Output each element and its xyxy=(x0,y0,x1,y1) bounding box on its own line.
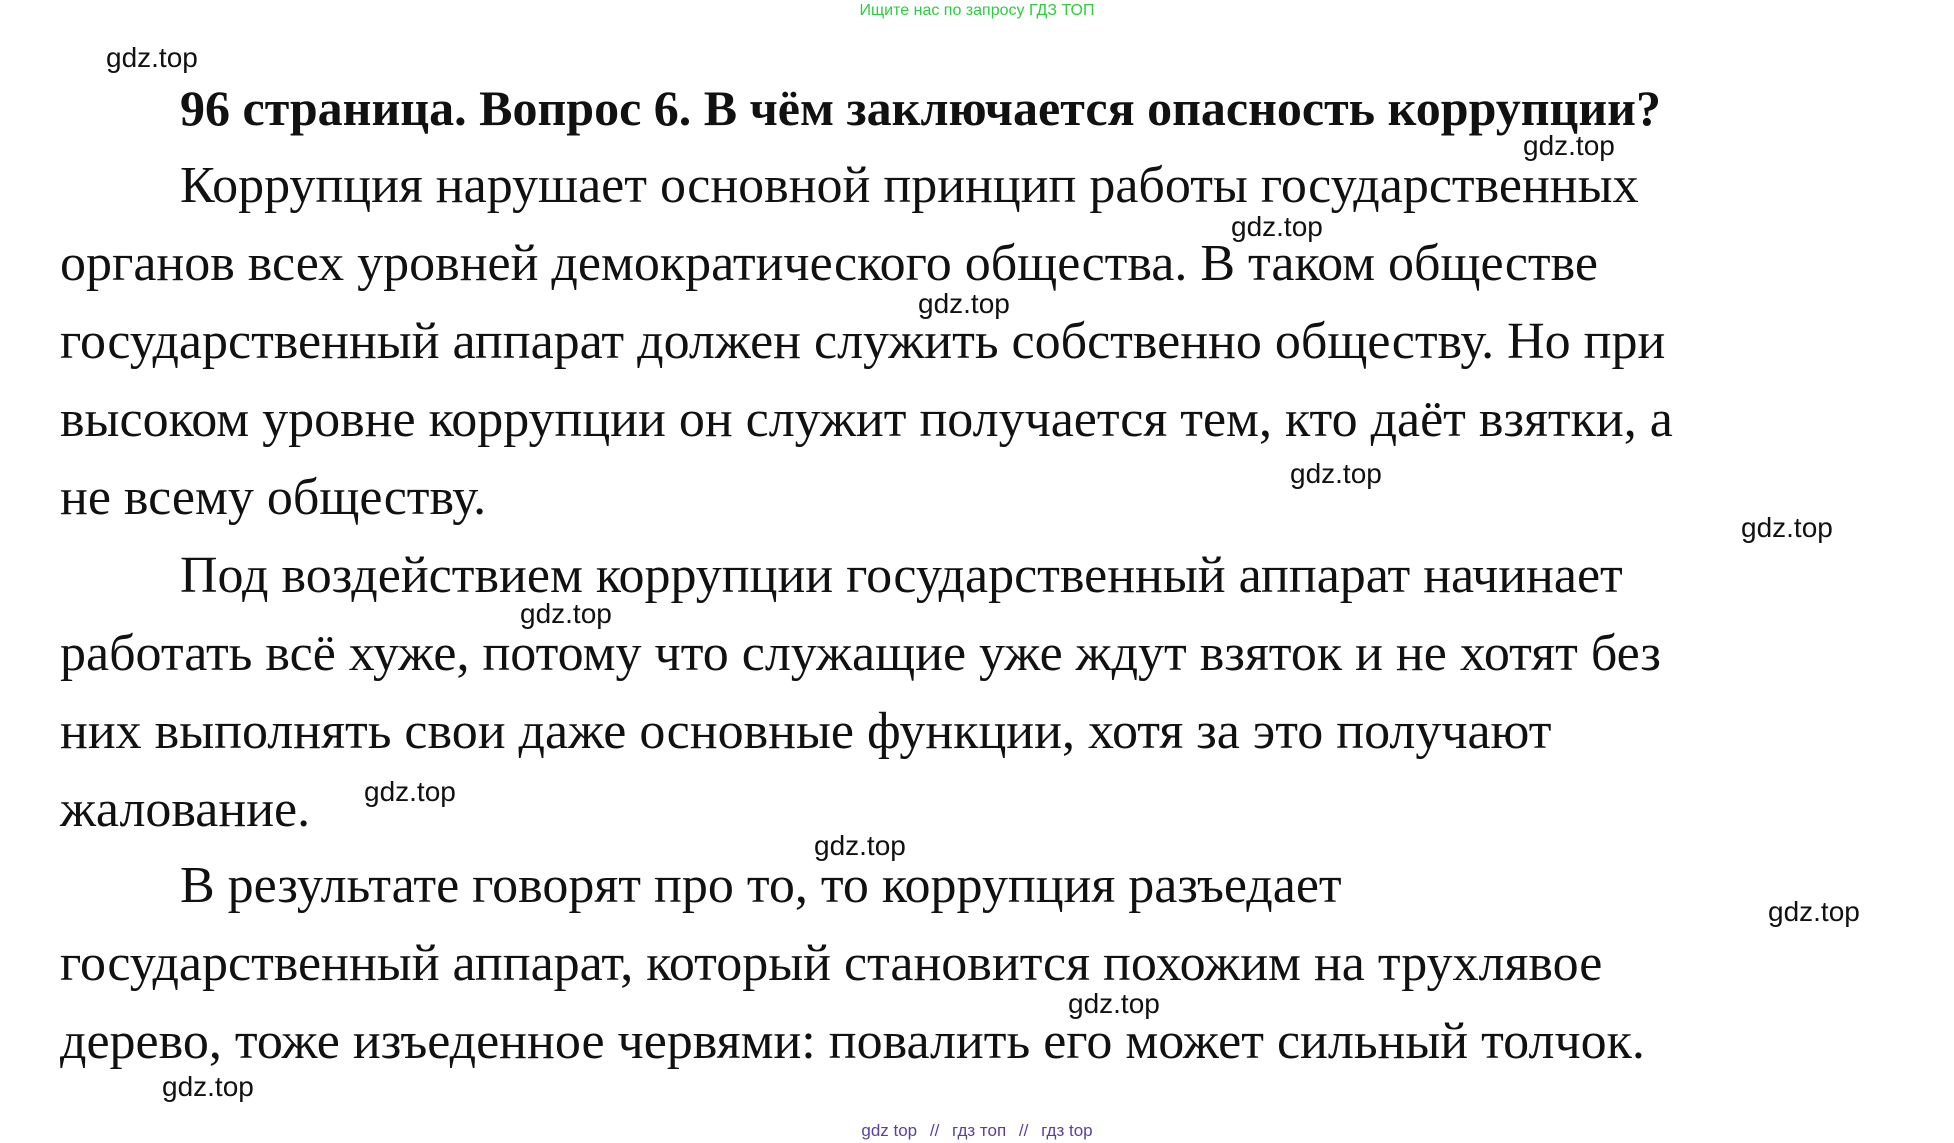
watermark: gdz.top xyxy=(1768,896,1860,927)
paragraph-3-line-1: В результате говорят про то, то коррупция разъедает xyxy=(180,857,1342,914)
watermark: gdz.top xyxy=(814,830,906,861)
paragraph-2-line-2: работать всё хуже, потому что служащие уже ждут взяток и не хотят без xyxy=(60,625,1661,682)
paragraph-1-line-3: государственный аппарат должен служить собственно обществу. Но при xyxy=(60,313,1666,370)
watermark: gdz.top xyxy=(106,42,198,73)
watermark: gdz.top xyxy=(364,776,456,807)
page-title: 96 страница. Вопрос 6. В чём заключается опасность коррупции? xyxy=(180,80,1661,136)
footer-link-gdz-top-mixed[interactable]: гдз top xyxy=(1041,1121,1093,1140)
watermark: gdz.top xyxy=(1068,988,1160,1019)
watermark: gdz.top xyxy=(520,598,612,629)
paragraph-3-line-3: дерево, тоже изъеденное червями: повалить его может сильный толчок. xyxy=(60,1013,1645,1070)
watermark: gdz.top xyxy=(1231,211,1323,242)
watermark: gdz.top xyxy=(1290,458,1382,489)
watermark: gdz.top xyxy=(1741,512,1833,543)
footer-separator: // xyxy=(1018,1121,1029,1140)
watermark: gdz.top xyxy=(162,1071,254,1102)
watermark: gdz.top xyxy=(1523,130,1615,161)
top-banner[interactable]: Ищите нас по запросу ГДЗ ТОП xyxy=(859,2,1095,19)
paragraph-3-line-2: государственный аппарат, который становится похожим на трухлявое xyxy=(60,935,1603,992)
paragraph-1-line-4: высоком уровне коррупции он служит получается тем, кто даёт взятки, а xyxy=(60,391,1673,448)
footer-separator: // xyxy=(929,1121,940,1140)
paragraph-1-line-5: не всему обществу. xyxy=(60,469,487,526)
paragraph-2-line-1: Под воздействием коррупции государственный аппарат начинает xyxy=(180,547,1623,604)
paragraph-1-line-2: органов всех уровней демократического общества. В таком обществе xyxy=(60,235,1598,292)
paragraph-2-line-3: них выполнять свои даже основные функции, хотя за это получают xyxy=(60,703,1552,760)
footer-link-gdz-top-ru[interactable]: гдз топ xyxy=(952,1121,1007,1140)
bottom-links xyxy=(0,1121,1954,1141)
paragraph-2-line-4: жалование. xyxy=(60,781,311,838)
footer-link-gdz-top[interactable]: gdz top xyxy=(861,1121,918,1140)
paragraph-1-line-1: Коррупция нарушает основной принцип работы государственных xyxy=(180,157,1639,214)
watermark: gdz.top xyxy=(918,288,1010,319)
